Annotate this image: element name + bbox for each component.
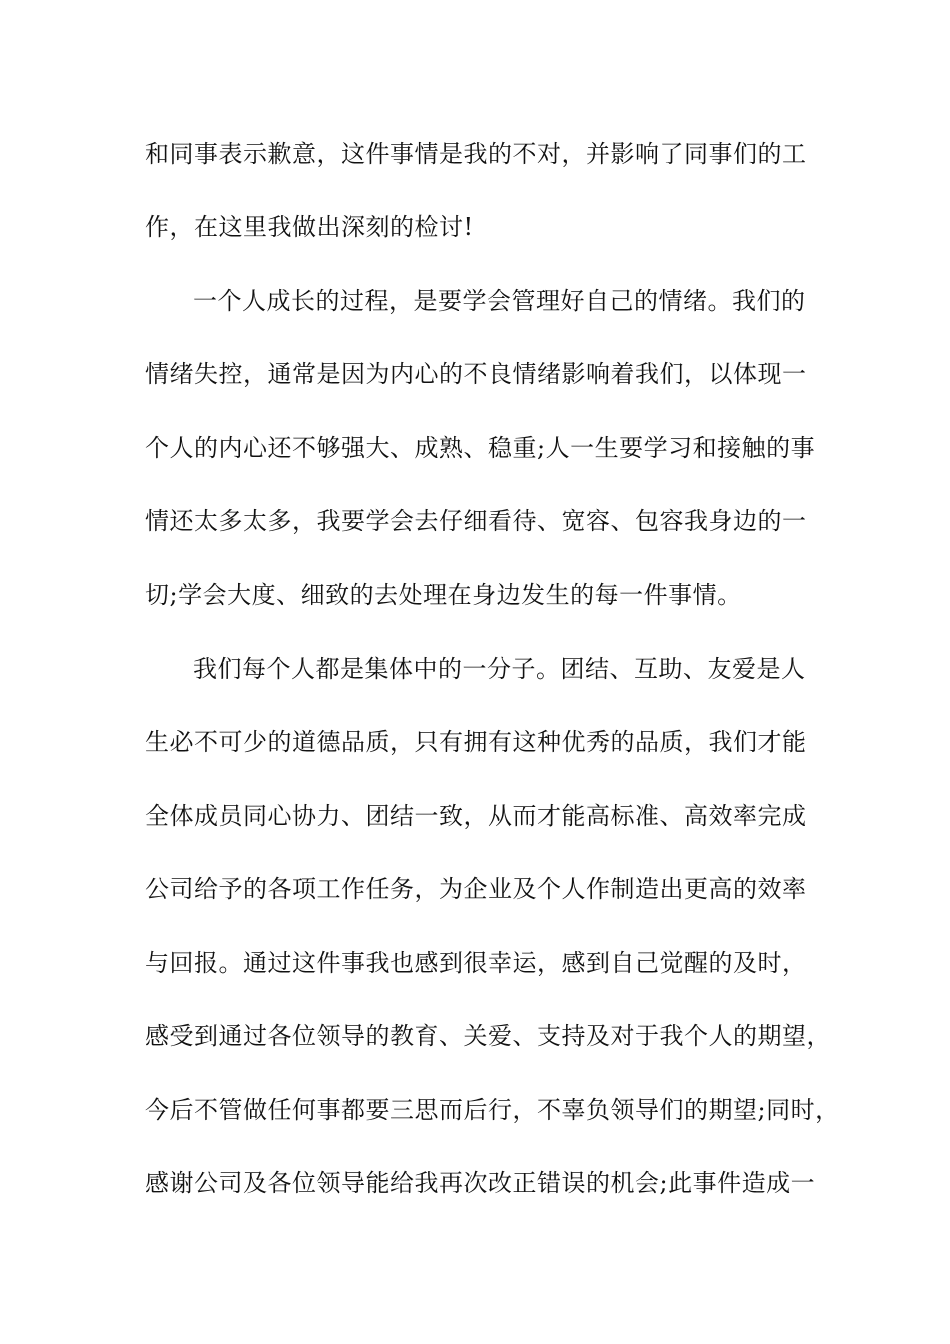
text-line: 切;学会大度、细致的去处理在身边发生的每一件事情。 [145, 581, 742, 609]
text-line: 感谢公司及各位领导能给我再次改正错误的机会;此事件造成一 [145, 1169, 816, 1197]
text-line: 和同事表示歉意，这件事情是我的不对，并影响了同事们的工 [145, 140, 807, 168]
text-line: 作，在这里我做出深刻的检讨! [145, 213, 474, 241]
text-line: 生必不可少的道德品质，只有拥有这种优秀的品质，我们才能 [145, 728, 807, 756]
text-line: 情还太多太多，我要学会去仔细看待、宽容、包容我身边的一 [145, 507, 807, 535]
text-line: 感受到通过各位领导的教育、关爱、支持及对于我个人的期望， [145, 1022, 831, 1050]
text-line: 与回报。通过这件事我也感到很幸运，感到自己觉醒的及时， [145, 949, 807, 977]
text-line: 今后不管做任何事都要三思而后行，不辜负领导们的期望;同时， [145, 1096, 840, 1124]
text-line: 情绪失控，通常是因为内心的不良情绪影响着我们，以体现一 [145, 360, 807, 388]
text-line: 公司给予的各项工作任务，为企业及个人作制造出更高的效率 [145, 875, 807, 903]
text-line: 个人的内心还不够强大、成熟、稳重;人一生要学习和接触的事 [145, 434, 816, 462]
text-line: 全体成员同心协力、团结一致，从而才能高标准、高效率完成 [145, 802, 807, 830]
paragraph-start-line: 一个人成长的过程，是要学会管理好自己的情绪。我们的 [193, 287, 806, 315]
paragraph-start-line: 我们每个人都是集体中的一分子。团结、互助、友爱是人 [193, 655, 806, 683]
